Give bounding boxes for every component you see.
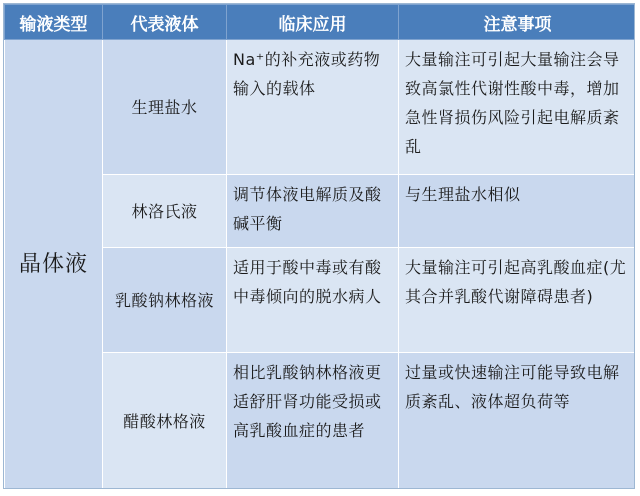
fluid-type-cell: 晶体液 xyxy=(5,40,103,490)
fluid-name-cell: 生理盐水 xyxy=(103,40,227,175)
table-header-row xyxy=(5,5,636,40)
clinical-use-cell: 相比乳酸钠林格液更适舒肝肾功能受损或高乳酸血症的患者 xyxy=(227,353,399,490)
clinical-use-cell: Na⁺的补充液或药物输入的载体 xyxy=(227,40,399,175)
header-fluid-type: 输液类型 xyxy=(5,5,103,40)
precaution-cell: 大量输注可引起大量输注会导致高氯性代谢性酸中毒，增加急性肾损伤风险引起电解质紊乱 xyxy=(399,40,636,175)
header-representative-fluid: 代表液体 xyxy=(103,5,227,40)
precaution-cell: 大量输注可引起高乳酸血症(尤其合并乳酸代谢障碍患者) xyxy=(399,248,636,353)
table-row xyxy=(5,40,636,175)
precaution-cell: 过量或快速输注可能导致电解质紊乱、液体超负荷等 xyxy=(399,353,636,490)
fluid-name-cell: 醋酸林格液 xyxy=(103,353,227,490)
fluid-name-cell: 林洛氏液 xyxy=(103,175,227,248)
fluid-table-container xyxy=(3,3,635,489)
fluid-table xyxy=(4,4,635,489)
fluid-name-cell: 乳酸钠林格液 xyxy=(103,248,227,353)
precaution-cell: 与生理盐水相似 xyxy=(399,175,636,248)
header-precautions: 注意事项 xyxy=(399,5,636,40)
header-clinical-use: 临床应用 xyxy=(227,5,399,40)
clinical-use-cell: 调节体液电解质及酸碱平衡 xyxy=(227,175,399,248)
clinical-use-cell: 适用于酸中毒或有酸中毒倾向的脱水病人 xyxy=(227,248,399,353)
